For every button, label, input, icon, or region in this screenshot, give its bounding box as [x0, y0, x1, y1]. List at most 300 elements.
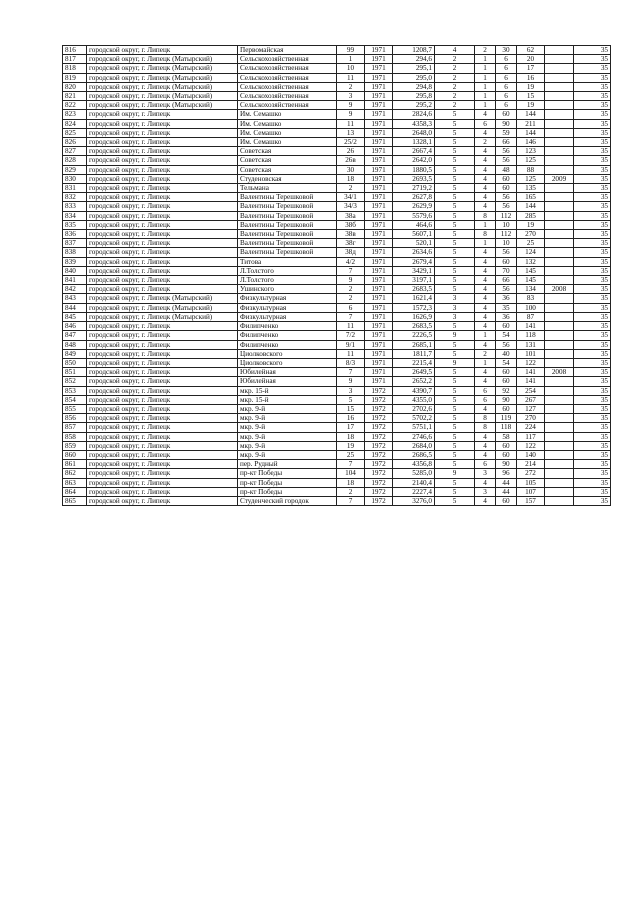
- entrances-cell: 8: [475, 414, 496, 423]
- row-number-cell: 821: [63, 92, 87, 101]
- area-cell: 2642,0: [393, 156, 435, 165]
- house-number-cell: 38д: [337, 248, 365, 257]
- house-number-cell: 25: [337, 450, 365, 459]
- repair-year-cell: [545, 395, 574, 404]
- street-cell: мкр. 9-й: [238, 432, 337, 441]
- act-number-cell: 35: [574, 432, 611, 441]
- year-built-cell: 1971: [365, 193, 393, 202]
- floors-cell: 5: [435, 285, 475, 294]
- floors-cell: 5: [435, 368, 475, 377]
- house-number-cell: 9: [337, 377, 365, 386]
- house-number-cell: 11: [337, 349, 365, 358]
- table-row: [63, 441, 611, 450]
- floors-cell: 5: [435, 119, 475, 128]
- act-number-cell: 35: [574, 487, 611, 496]
- entrances-cell: 1: [475, 239, 496, 248]
- floors-cell: 5: [435, 340, 475, 349]
- municipality-cell: городской округ, г. Липецк: [87, 165, 238, 174]
- repair-year-cell: [545, 460, 574, 469]
- repair-year-cell: [545, 386, 574, 395]
- house-number-cell: 18: [337, 174, 365, 183]
- row-number-cell: 828: [63, 156, 87, 165]
- act-number-cell: 35: [574, 101, 611, 110]
- repair-year-cell: [545, 230, 574, 239]
- apartments-cell: 6: [496, 101, 517, 110]
- year-built-cell: 1971: [365, 377, 393, 386]
- year-built-cell: 1971: [365, 55, 393, 64]
- apartments-cell: 60: [496, 257, 517, 266]
- table-row: [63, 496, 611, 505]
- residents-cell: 224: [517, 423, 545, 432]
- table-row: [63, 257, 611, 266]
- year-built-cell: 1972: [365, 423, 393, 432]
- act-number-cell: 35: [574, 128, 611, 137]
- residents-cell: 122: [517, 358, 545, 367]
- apartments-cell: 48: [496, 165, 517, 174]
- year-built-cell: 1972: [365, 404, 393, 413]
- repair-year-cell: [545, 404, 574, 413]
- municipality-cell: городской округ, г. Липецк: [87, 368, 238, 377]
- house-number-cell: 13: [337, 128, 365, 137]
- residents-cell: 101: [517, 349, 545, 358]
- apartments-cell: 56: [496, 147, 517, 156]
- entrances-cell: 3: [475, 487, 496, 496]
- municipality-cell: городской округ, г. Липецк (Матырский): [87, 92, 238, 101]
- residents-cell: 122: [517, 441, 545, 450]
- house-number-cell: 7: [337, 368, 365, 377]
- repair-year-cell: 2009: [545, 174, 574, 183]
- house-number-cell: 18: [337, 478, 365, 487]
- house-number-cell: 2: [337, 285, 365, 294]
- act-number-cell: 35: [574, 404, 611, 413]
- table-row: [63, 460, 611, 469]
- residents-cell: 270: [517, 230, 545, 239]
- entrances-cell: 1: [475, 55, 496, 64]
- year-built-cell: 1971: [365, 276, 393, 285]
- house-number-cell: 2: [337, 184, 365, 193]
- entrances-cell: 4: [475, 174, 496, 183]
- table-row: [63, 395, 611, 404]
- street-cell: Валентины Терешковой: [238, 211, 337, 220]
- entrances-cell: 1: [475, 101, 496, 110]
- floors-cell: 5: [435, 138, 475, 147]
- row-number-cell: 865: [63, 496, 87, 505]
- year-built-cell: 1971: [365, 110, 393, 119]
- entrances-cell: 4: [475, 202, 496, 211]
- act-number-cell: 35: [574, 276, 611, 285]
- area-cell: 2215,4: [393, 358, 435, 367]
- year-built-cell: 1971: [365, 257, 393, 266]
- residents-cell: 144: [517, 110, 545, 119]
- area-cell: 1811,7: [393, 349, 435, 358]
- municipality-cell: городской округ, г. Липецк (Матырский): [87, 101, 238, 110]
- table-row: [63, 110, 611, 119]
- area-cell: 4355,0: [393, 395, 435, 404]
- residents-cell: 19: [517, 101, 545, 110]
- row-number-cell: 822: [63, 101, 87, 110]
- street-cell: Циолковского: [238, 358, 337, 367]
- house-number-cell: 7/2: [337, 331, 365, 340]
- residents-cell: 15: [517, 92, 545, 101]
- house-number-cell: 19: [337, 441, 365, 450]
- municipality-cell: городской округ, г. Липецк: [87, 193, 238, 202]
- floors-cell: 5: [435, 184, 475, 193]
- area-cell: 2685,1: [393, 340, 435, 349]
- act-number-cell: 35: [574, 294, 611, 303]
- table-row: [63, 276, 611, 285]
- street-cell: Студеновская: [238, 174, 337, 183]
- act-number-cell: 35: [574, 92, 611, 101]
- apartments-cell: 56: [496, 285, 517, 294]
- entrances-cell: 1: [475, 358, 496, 367]
- row-number-cell: 858: [63, 432, 87, 441]
- municipality-cell: городской округ, г. Липецк: [87, 119, 238, 128]
- apartments-cell: 54: [496, 358, 517, 367]
- apartments-cell: 112: [496, 211, 517, 220]
- house-number-cell: 17: [337, 423, 365, 432]
- apartments-cell: 119: [496, 414, 517, 423]
- municipality-cell: городской округ, г. Липецк: [87, 110, 238, 119]
- apartments-cell: 6: [496, 64, 517, 73]
- area-cell: 3197,1: [393, 276, 435, 285]
- row-number-cell: 831: [63, 184, 87, 193]
- municipality-cell: городской округ, г. Липецк: [87, 441, 238, 450]
- house-number-cell: 26: [337, 147, 365, 156]
- municipality-cell: городской округ, г. Липецк: [87, 46, 238, 55]
- row-number-cell: 829: [63, 165, 87, 174]
- act-number-cell: 35: [574, 138, 611, 147]
- row-number-cell: 830: [63, 174, 87, 183]
- municipality-cell: городской округ, г. Липецк: [87, 460, 238, 469]
- municipality-cell: городской округ, г. Липецк: [87, 404, 238, 413]
- act-number-cell: 35: [574, 368, 611, 377]
- table-row: [63, 386, 611, 395]
- table-row: [63, 450, 611, 459]
- repair-year-cell: [545, 257, 574, 266]
- row-number-cell: 844: [63, 303, 87, 312]
- municipality-cell: городской округ, г. Липецк: [87, 331, 238, 340]
- repair-year-cell: 2008: [545, 368, 574, 377]
- year-built-cell: 1972: [365, 441, 393, 450]
- municipality-cell: городской округ, г. Липецк: [87, 487, 238, 496]
- entrances-cell: 3: [475, 469, 496, 478]
- residents-cell: 125: [517, 174, 545, 183]
- floors-cell: 9: [435, 469, 475, 478]
- row-number-cell: 820: [63, 82, 87, 91]
- area-cell: 2693,5: [393, 174, 435, 183]
- street-cell: Циолковского: [238, 349, 337, 358]
- municipality-cell: городской округ, г. Липецк: [87, 248, 238, 257]
- entrances-cell: 1: [475, 73, 496, 82]
- house-number-cell: 38а: [337, 211, 365, 220]
- entrances-cell: 6: [475, 395, 496, 404]
- repair-year-cell: [545, 101, 574, 110]
- floors-cell: 5: [435, 257, 475, 266]
- floors-cell: 5: [435, 128, 475, 137]
- residents-cell: 127: [517, 404, 545, 413]
- table-row: [63, 174, 611, 183]
- area-cell: 2140,4: [393, 478, 435, 487]
- row-number-cell: 847: [63, 331, 87, 340]
- apartments-cell: 90: [496, 395, 517, 404]
- area-cell: 2824,6: [393, 110, 435, 119]
- street-cell: Сельскохозяйственная: [238, 92, 337, 101]
- area-cell: 5285,0: [393, 469, 435, 478]
- street-cell: Валентины Терешковой: [238, 220, 337, 229]
- table-row: [63, 248, 611, 257]
- street-cell: Первомайская: [238, 46, 337, 55]
- apartments-cell: 10: [496, 220, 517, 229]
- entrances-cell: 4: [475, 248, 496, 257]
- street-cell: мкр. 15-й: [238, 386, 337, 395]
- house-number-cell: 38б: [337, 220, 365, 229]
- area-cell: 2667,4: [393, 147, 435, 156]
- residents-cell: 125: [517, 156, 545, 165]
- street-cell: Титова: [238, 257, 337, 266]
- entrances-cell: 8: [475, 211, 496, 220]
- residents-cell: 105: [517, 478, 545, 487]
- table-row: [63, 432, 611, 441]
- floors-cell: 4: [435, 46, 475, 55]
- row-number-cell: 859: [63, 441, 87, 450]
- act-number-cell: 35: [574, 110, 611, 119]
- entrances-cell: 4: [475, 450, 496, 459]
- row-number-cell: 826: [63, 138, 87, 147]
- residents-cell: 254: [517, 386, 545, 395]
- act-number-cell: 35: [574, 165, 611, 174]
- entrances-cell: 4: [475, 340, 496, 349]
- row-number-cell: 816: [63, 46, 87, 55]
- entrances-cell: 1: [475, 82, 496, 91]
- floors-cell: 2: [435, 82, 475, 91]
- floors-cell: 5: [435, 174, 475, 183]
- row-number-cell: 817: [63, 55, 87, 64]
- floors-cell: 5: [435, 460, 475, 469]
- area-cell: 2629,9: [393, 202, 435, 211]
- municipality-cell: городской округ, г. Липецк: [87, 423, 238, 432]
- act-number-cell: 35: [574, 193, 611, 202]
- area-cell: 464,6: [393, 220, 435, 229]
- row-number-cell: 864: [63, 487, 87, 496]
- area-cell: 2226,5: [393, 331, 435, 340]
- street-cell: пр-кт Победы: [238, 478, 337, 487]
- row-number-cell: 843: [63, 294, 87, 303]
- area-cell: 4356,8: [393, 460, 435, 469]
- table-row: [63, 285, 611, 294]
- municipality-cell: городской округ, г. Липецк: [87, 202, 238, 211]
- apartments-cell: 58: [496, 432, 517, 441]
- apartments-cell: 60: [496, 441, 517, 450]
- entrances-cell: 8: [475, 230, 496, 239]
- municipality-cell: городской округ, г. Липецк (Матырский): [87, 64, 238, 73]
- floors-cell: 5: [435, 266, 475, 275]
- municipality-cell: городской округ, г. Липецк: [87, 450, 238, 459]
- house-number-cell: 3: [337, 386, 365, 395]
- year-built-cell: 1971: [365, 46, 393, 55]
- area-cell: 2702,6: [393, 404, 435, 413]
- repair-year-cell: [545, 496, 574, 505]
- repair-year-cell: [545, 147, 574, 156]
- house-number-cell: 38г: [337, 239, 365, 248]
- table-row: [63, 165, 611, 174]
- municipality-cell: городской округ, г. Липецк: [87, 156, 238, 165]
- apartments-cell: 36: [496, 312, 517, 321]
- year-built-cell: 1972: [365, 460, 393, 469]
- repair-year-cell: [545, 312, 574, 321]
- residents-cell: 272: [517, 469, 545, 478]
- floors-cell: 2: [435, 101, 475, 110]
- row-number-cell: 842: [63, 285, 87, 294]
- house-number-cell: 2: [337, 294, 365, 303]
- street-cell: пр-кт Победы: [238, 487, 337, 496]
- table-row: [63, 73, 611, 82]
- year-built-cell: 1971: [365, 294, 393, 303]
- municipality-cell: городской округ, г. Липецк (Матырский): [87, 303, 238, 312]
- street-cell: мкр. 9-й: [238, 414, 337, 423]
- residents-cell: 134: [517, 285, 545, 294]
- municipality-cell: городской округ, г. Липецк: [87, 184, 238, 193]
- entrances-cell: 4: [475, 128, 496, 137]
- residents-cell: 25: [517, 239, 545, 248]
- municipality-cell: городской округ, г. Липецк: [87, 257, 238, 266]
- year-built-cell: 1971: [365, 165, 393, 174]
- row-number-cell: 827: [63, 147, 87, 156]
- act-number-cell: 35: [574, 469, 611, 478]
- entrances-cell: 4: [475, 312, 496, 321]
- residents-cell: 87: [517, 312, 545, 321]
- year-built-cell: 1972: [365, 414, 393, 423]
- residents-cell: 17: [517, 64, 545, 73]
- residents-cell: 214: [517, 460, 545, 469]
- repair-year-cell: [545, 119, 574, 128]
- row-number-cell: 837: [63, 239, 87, 248]
- row-number-cell: 836: [63, 230, 87, 239]
- municipality-cell: городской округ, г. Липецк: [87, 358, 238, 367]
- street-cell: Л.Толстого: [238, 266, 337, 275]
- apartments-cell: 56: [496, 193, 517, 202]
- year-built-cell: 1971: [365, 239, 393, 248]
- street-cell: Л.Толстого: [238, 276, 337, 285]
- repair-year-cell: [545, 193, 574, 202]
- row-number-cell: 853: [63, 386, 87, 395]
- apartments-cell: 6: [496, 82, 517, 91]
- year-built-cell: 1971: [365, 358, 393, 367]
- row-number-cell: 845: [63, 312, 87, 321]
- row-number-cell: 848: [63, 340, 87, 349]
- area-cell: 2686,5: [393, 450, 435, 459]
- apartments-cell: 66: [496, 276, 517, 285]
- table-row: [63, 303, 611, 312]
- apartments-cell: 56: [496, 340, 517, 349]
- repair-year-cell: [545, 303, 574, 312]
- house-number-cell: 16: [337, 414, 365, 423]
- entrances-cell: 4: [475, 257, 496, 266]
- house-number-cell: 7: [337, 312, 365, 321]
- act-number-cell: 35: [574, 414, 611, 423]
- year-built-cell: 1972: [365, 496, 393, 505]
- area-cell: 2719,2: [393, 184, 435, 193]
- entrances-cell: 4: [475, 377, 496, 386]
- entrances-cell: 4: [475, 322, 496, 331]
- act-number-cell: 35: [574, 423, 611, 432]
- street-cell: Валентины Терешковой: [238, 193, 337, 202]
- table-row: [63, 322, 611, 331]
- house-number-cell: 7: [337, 266, 365, 275]
- floors-cell: 2: [435, 73, 475, 82]
- repair-year-cell: [545, 239, 574, 248]
- floors-cell: 5: [435, 211, 475, 220]
- street-cell: мкр. 9-й: [238, 441, 337, 450]
- apartments-cell: 60: [496, 174, 517, 183]
- house-number-cell: 2: [337, 487, 365, 496]
- entrances-cell: 4: [475, 165, 496, 174]
- municipality-cell: городской округ, г. Липецк: [87, 220, 238, 229]
- year-built-cell: 1971: [365, 73, 393, 82]
- repair-year-cell: [545, 469, 574, 478]
- area-cell: 1328,1: [393, 138, 435, 147]
- repair-year-cell: [545, 423, 574, 432]
- area-cell: 2652,2: [393, 377, 435, 386]
- act-number-cell: 35: [574, 239, 611, 248]
- apartments-cell: 60: [496, 377, 517, 386]
- street-cell: мкр. 9-й: [238, 423, 337, 432]
- street-cell: Физкультурная: [238, 303, 337, 312]
- residents-cell: 270: [517, 414, 545, 423]
- area-cell: 295,0: [393, 73, 435, 82]
- floors-cell: 5: [435, 156, 475, 165]
- house-number-cell: 9/1: [337, 340, 365, 349]
- act-number-cell: 35: [574, 395, 611, 404]
- municipality-cell: городской округ, г. Липецк: [87, 478, 238, 487]
- year-built-cell: 1972: [365, 386, 393, 395]
- street-cell: Им. Семашко: [238, 128, 337, 137]
- year-built-cell: 1971: [365, 184, 393, 193]
- act-number-cell: 35: [574, 174, 611, 183]
- street-cell: Сельскохозяйственная: [238, 64, 337, 73]
- floors-cell: 3: [435, 294, 475, 303]
- municipality-cell: городской округ, г. Липецк: [87, 340, 238, 349]
- repair-year-cell: [545, 92, 574, 101]
- table-row: [63, 184, 611, 193]
- act-number-cell: 35: [574, 441, 611, 450]
- table-row: [63, 46, 611, 55]
- street-cell: Валентины Терешковой: [238, 202, 337, 211]
- act-number-cell: 35: [574, 257, 611, 266]
- row-number-cell: 841: [63, 276, 87, 285]
- floors-cell: 5: [435, 386, 475, 395]
- street-cell: Тельмана: [238, 184, 337, 193]
- area-cell: 4358,3: [393, 119, 435, 128]
- municipality-cell: городской округ, г. Липецк: [87, 469, 238, 478]
- table-row: [63, 239, 611, 248]
- row-number-cell: 856: [63, 414, 87, 423]
- repair-year-cell: [545, 340, 574, 349]
- street-cell: Физкультурная: [238, 312, 337, 321]
- year-built-cell: 1971: [365, 147, 393, 156]
- table-row: [63, 147, 611, 156]
- floors-cell: 2: [435, 92, 475, 101]
- table-row: [63, 349, 611, 358]
- area-cell: 2679,4: [393, 257, 435, 266]
- year-built-cell: 1971: [365, 211, 393, 220]
- entrances-cell: 4: [475, 285, 496, 294]
- year-built-cell: 1971: [365, 119, 393, 128]
- row-number-cell: 850: [63, 358, 87, 367]
- table-row: [63, 331, 611, 340]
- area-cell: 295,2: [393, 101, 435, 110]
- entrances-cell: 4: [475, 441, 496, 450]
- floors-cell: 2: [435, 64, 475, 73]
